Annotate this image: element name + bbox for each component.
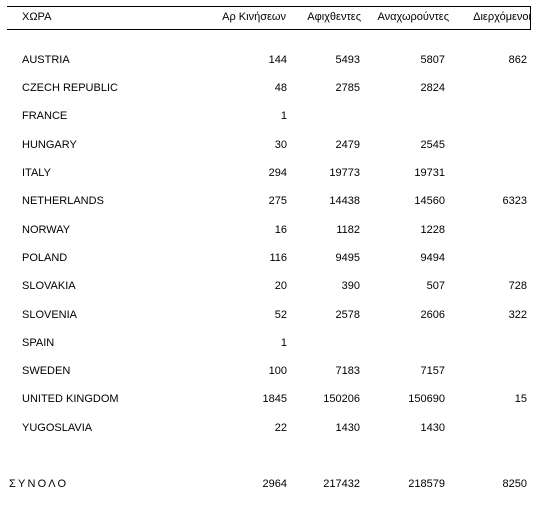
cell-country: SPAIN: [22, 337, 55, 349]
cell-movements: 275: [268, 195, 287, 207]
header-transit: Διερχόμενοι: [473, 11, 531, 23]
cell-departures: 19731: [414, 167, 445, 179]
cell-departures: 1430: [420, 422, 445, 434]
cell-departures: 5807: [420, 54, 445, 66]
cell-country: SLOVAKIA: [22, 280, 76, 292]
table-row: [0, 82, 554, 96]
cell-arrivals: 2785: [335, 82, 360, 94]
cell-country: HUNGARY: [22, 139, 77, 151]
total-transit: 8250: [502, 478, 527, 490]
header-arrivals: Αφιχθεντες: [307, 11, 361, 23]
header-country: ΧΩΡΑ: [22, 11, 52, 23]
cell-transit: 15: [514, 393, 527, 405]
cell-country: NETHERLANDS: [22, 195, 104, 207]
total-label: ΣΥΝΟΛΟ: [9, 478, 69, 490]
cell-country: SWEDEN: [22, 365, 71, 377]
table-row: [0, 195, 554, 209]
cell-departures: 2824: [420, 82, 445, 94]
cell-departures: 507: [426, 280, 445, 292]
cell-country: NORWAY: [22, 224, 71, 236]
cell-arrivals: 1430: [335, 422, 360, 434]
cell-arrivals: 5493: [335, 54, 360, 66]
header-divider: [7, 29, 531, 30]
cell-departures: 7157: [420, 365, 445, 377]
table-row: [0, 139, 554, 153]
table-row: [0, 110, 554, 124]
cell-country: SLOVENIA: [22, 309, 78, 321]
cell-transit: 6323: [502, 195, 527, 207]
cell-country: UNITED KINGDOM: [22, 393, 119, 405]
cell-departures: 2606: [420, 309, 445, 321]
cell-movements: 144: [268, 54, 287, 66]
cell-movements: 1: [280, 337, 287, 349]
cell-arrivals: 19773: [329, 167, 360, 179]
cell-arrivals: 7183: [335, 365, 360, 377]
table-row: [0, 393, 554, 407]
cell-movements: 20: [274, 280, 287, 292]
header-departures: Αναχωρούντες: [377, 11, 449, 23]
cell-departures: 150690: [408, 393, 445, 405]
table-row: [0, 365, 554, 379]
cell-country: CZECH REPUBLIC: [22, 82, 118, 94]
cell-arrivals: 2479: [335, 139, 360, 151]
cell-arrivals: 150206: [323, 393, 360, 405]
cell-arrivals: 14438: [329, 195, 360, 207]
cell-movements: 100: [268, 365, 287, 377]
total-movements: 2964: [262, 478, 287, 490]
table-row: [0, 224, 554, 238]
cell-movements: 52: [274, 309, 287, 321]
table-row: [0, 422, 554, 436]
cell-movements: 48: [274, 82, 287, 94]
total-departures: 218579: [408, 478, 445, 490]
cell-departures: 14560: [414, 195, 445, 207]
cell-transit: 862: [508, 54, 527, 66]
cell-movements: 30: [274, 139, 287, 151]
cell-movements: 116: [269, 252, 287, 264]
cell-country: YUGOSLAVIA: [22, 422, 93, 434]
cell-country: ITALY: [22, 167, 51, 179]
cell-arrivals: 390: [341, 280, 360, 292]
table-row: [0, 280, 554, 294]
cell-arrivals: 1182: [336, 224, 360, 236]
cell-departures: 2545: [420, 139, 445, 151]
total-row: [0, 478, 554, 492]
cell-movements: 22: [274, 422, 287, 434]
cell-movements: 1: [280, 110, 287, 122]
cell-movements: 294: [268, 167, 287, 179]
table-row: [0, 309, 554, 323]
header-movements: Αρ Κινήσεων: [222, 11, 286, 23]
cell-movements: 1845: [262, 393, 287, 405]
table-row: [0, 337, 554, 351]
cell-departures: 9494: [420, 252, 445, 264]
cell-departures: 1228: [420, 224, 445, 236]
table-row: [0, 54, 554, 68]
cell-transit: 322: [508, 309, 527, 321]
cell-arrivals: 9495: [335, 252, 360, 264]
total-arrivals: 217432: [323, 478, 360, 490]
cell-country: POLAND: [22, 252, 68, 264]
cell-movements: 16: [274, 224, 287, 236]
table-row: [0, 252, 554, 266]
table-row: [0, 167, 554, 181]
cell-transit: 728: [508, 280, 527, 292]
cell-country: FRANCE: [22, 110, 68, 122]
cell-country: AUSTRIA: [22, 54, 70, 66]
cell-arrivals: 2578: [335, 309, 360, 321]
